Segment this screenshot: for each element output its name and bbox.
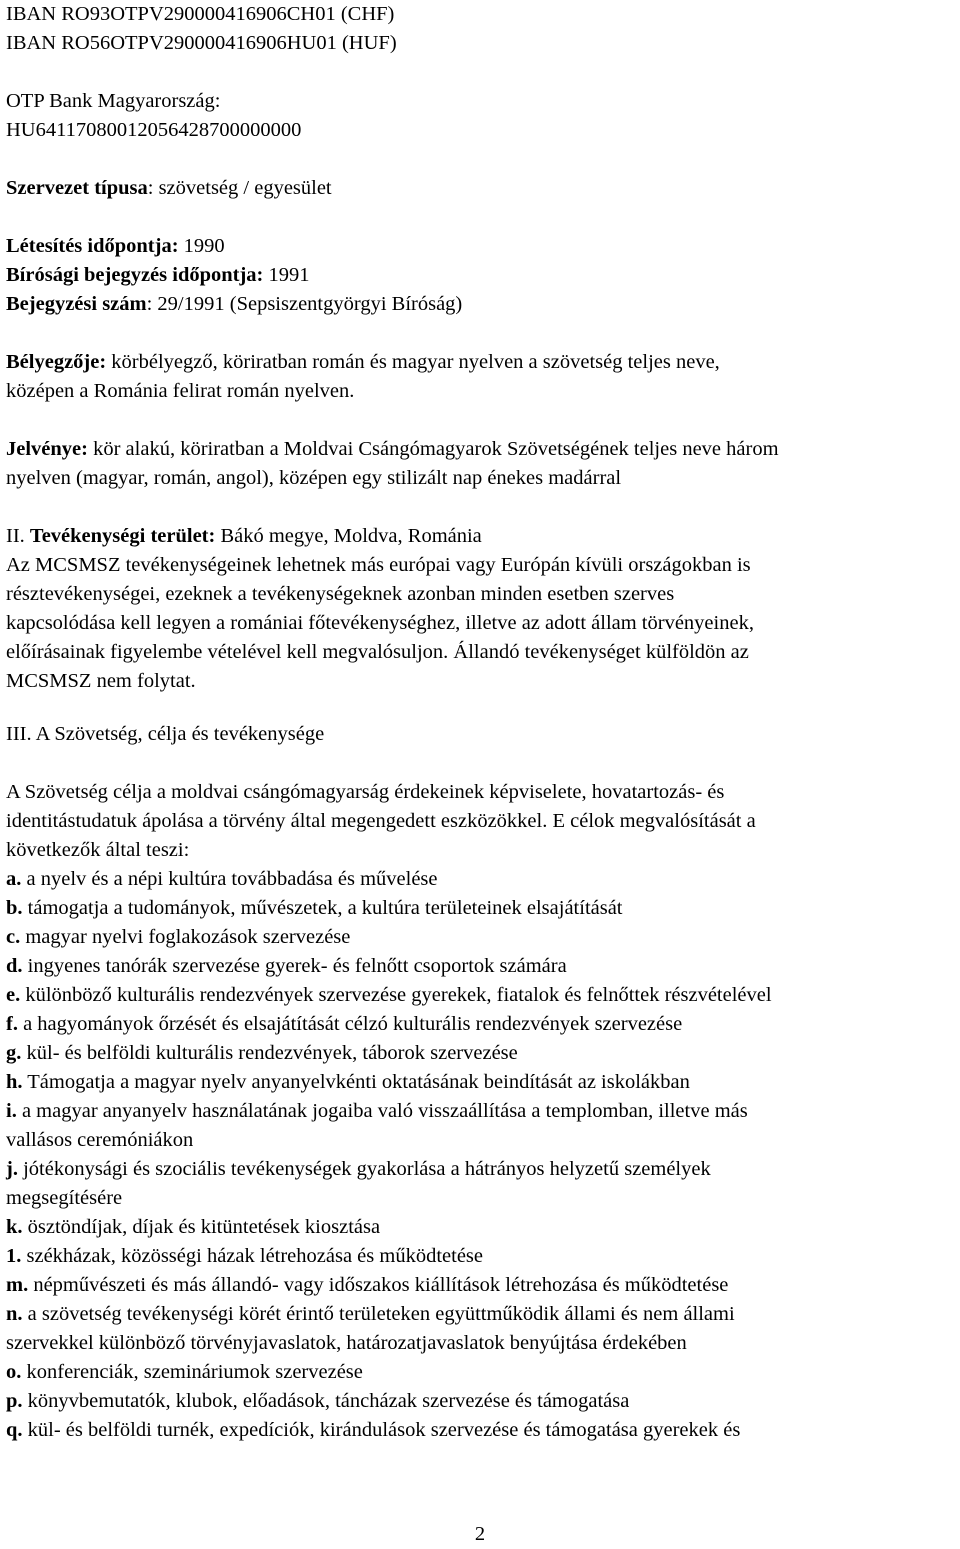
list-item-letter: j. [6, 1158, 18, 1180]
section-3-heading: III. A Szövetség, célja és tevékenysége [6, 723, 325, 745]
list-item-letter: m. [6, 1274, 29, 1296]
list-item [6, 1010, 954, 1039]
list-item-text: népművészeti és más állandó- vagy időszakos kiállítások létrehozása és működtetése [28, 1274, 729, 1296]
otp-hu-account: HU64117080012056428700000000 [6, 119, 302, 141]
list-item [6, 1039, 954, 1068]
list-item [6, 1184, 954, 1213]
registration-number-label: Bejegyzési szám [6, 293, 147, 315]
list-item-text: konferenciák, szemináriumok szervezése [21, 1361, 363, 1383]
section-2-prefix: II. [6, 525, 30, 547]
list-item-text: székházak, közösségi házak létrehozása és működtetése [21, 1245, 483, 1267]
list-item [6, 1329, 954, 1358]
page-number: 2 [474, 1523, 486, 1545]
list-item [6, 1097, 954, 1126]
founded-label: Létesítés időpontja: [6, 235, 179, 257]
list-item-text: a hagyományok őrzését és elsajátítását célzó kulturális rendezvények szervezése [17, 1013, 683, 1035]
court-date-value: 1991 [263, 264, 310, 286]
list-item-letter: d. [6, 955, 23, 977]
list-item-text: kül- és belföldi turnék, expedíciók, kirándulások szervezése és támogatása gyerekek és [22, 1419, 741, 1441]
list-item [6, 1300, 954, 1329]
org-type [6, 174, 954, 203]
list-item-text: jótékonysági és szociális tevékenységek gyakorlása a hátrányos helyzetű személyek [17, 1158, 711, 1180]
list-item-text: támogatja a tudományok, művészetek, a kultúra területeinek elsajátítását [22, 897, 623, 919]
stamp-label: Bélyegzője: [6, 351, 107, 373]
list-item-text: vallásos ceremóniákon [6, 1129, 194, 1151]
list-item [6, 894, 954, 923]
section-2-value: Bákó megye, Moldva, Románia [215, 525, 482, 547]
otp-hu-label: OTP Bank Magyarország: [6, 90, 221, 112]
list-item-letter: q. [6, 1419, 23, 1441]
badge-line-2: nyelven (magyar, román, angol), középen egy stilizált nap énekes madárral [6, 467, 622, 489]
stamp-text-1: körbélyegző, köriratban román és magyar nyelven a szövetség teljes neve, [106, 351, 720, 373]
list-item-text: kül- és belföldi kulturális rendezvények, táborok szervezése [21, 1042, 518, 1064]
list-item [6, 1387, 954, 1416]
registration-number-value: : 29/1991 (Sepsiszentgyörgyi Bíróság) [146, 293, 463, 315]
list-item-text: a magyar anyanyelv használatának jogaiba való visszaállítása a templomban, illetve más [16, 1100, 748, 1122]
list-item-text: a szövetség tevékenységi körét érintő területeken együttműködik állami és nem állami [22, 1303, 735, 1325]
list-item-letter: h. [6, 1071, 23, 1093]
section-2-line: kapcsolódása kell legyen a romániai főtevékenységhez, illetve az adott állam törvényeinek, [6, 612, 754, 634]
section-2-line: résztevékenységei, ezeknek a tevékenységeknek azonban minden esetben szerves [6, 583, 675, 605]
list-item-text: megsegítésére [6, 1187, 123, 1209]
list-item-letter: i. [6, 1100, 17, 1122]
list-item-text: ösztöndíjak, díjak és kitüntetések kiosztása [22, 1216, 381, 1238]
list-item [6, 1155, 954, 1184]
list-item [6, 1358, 954, 1387]
list-item [6, 1242, 954, 1271]
list-item-letter: e. [6, 984, 21, 1006]
list-item-letter: k. [6, 1216, 23, 1238]
registration-number [6, 290, 954, 319]
stamp-line-2: középen a Románia felirat román nyelven. [6, 380, 355, 402]
section-3-intro-line: A Szövetség célja a moldvai csángómagyarság érdekeinek képviselete, hovatartozás- és [6, 781, 725, 803]
iban-huf: IBAN RO56OTPV290000416906HU01 (HUF) [6, 32, 397, 54]
list-item-text: magyar nyelvi foglakozások szervezése [20, 926, 351, 948]
section-3 [6, 720, 954, 1445]
court-date [6, 261, 954, 290]
section-2-line: előírásainak figyelembe vételével kell megvalósuljon. Állandó tevékenységet külföldön az [6, 641, 749, 663]
list-item-letter: c. [6, 926, 21, 948]
section-3-intro-line: következők által teszi: [6, 839, 190, 861]
list-item [6, 1126, 954, 1155]
list-item [6, 1213, 954, 1242]
section-2-line: Az MCSMSZ tevékenységeinek lehetnek más európai vagy Európán kívüli országokban is [6, 554, 751, 576]
org-type-label: Szervezet típusa [6, 177, 148, 199]
list-item-text: szervekkel különböző törvényjavaslatok, határozatjavaslatok benyújtása érdekében [6, 1332, 687, 1354]
list-item-letter: n. [6, 1303, 23, 1325]
bank-details [6, 0, 954, 145]
list-item-letter: f. [6, 1013, 18, 1035]
founded [6, 232, 954, 261]
founded-value: 1990 [178, 235, 225, 257]
iban-chf: IBAN RO93OTPV290000416906CH01 (CHF) [6, 3, 395, 25]
section-2-heading [6, 522, 954, 551]
section-2 [6, 522, 954, 696]
list-item-text: könyvbemutatók, klubok, előadások, táncházak szervezése és támogatása [22, 1390, 630, 1412]
list-item-text: Támogatja a magyar nyelv anyanyelvkénti oktatásának beindítását az iskolákban [22, 1071, 690, 1093]
list-item-text: a nyelv és a népi kultúra továbbadása és művelése [21, 868, 438, 890]
list-item-text: különböző kulturális rendezvények szervezése gyerekek, fiatalok és felnőttek részvételével [20, 984, 772, 1006]
list-item-letter: g. [6, 1042, 22, 1064]
section-3-intro-line: identitástudatuk ápolása a törvény által megengedett eszközökkel. E célok megvalósítását a [6, 810, 756, 832]
section-2-label: Tevékenységi terület: [29, 525, 216, 547]
section-2-line: MCSMSZ nem folytat. [6, 670, 196, 692]
list-item [6, 981, 954, 1010]
list-item [6, 923, 954, 952]
org-type-value: : szövetség / egyesület [147, 177, 332, 199]
badge-text-1: kör alakú, köriratban a Moldvai Csángómagyarok Szövetségének teljes neve három [87, 438, 779, 460]
list-item-letter: o. [6, 1361, 22, 1383]
list-item [6, 952, 954, 981]
badge-label: Jelvénye: [6, 438, 88, 460]
list-item-letter: p. [6, 1390, 23, 1412]
list-item-letter: 1. [6, 1245, 22, 1267]
list-item-letter: a. [6, 868, 22, 890]
document-page [6, 0, 954, 1445]
list-item [6, 865, 954, 894]
list-item [6, 1068, 954, 1097]
list-item-text: ingyenes tanórák szervezése gyerek- és felnőtt csoportok számára [22, 955, 567, 977]
stamp-line-1 [6, 348, 954, 377]
list-item-letter: b. [6, 897, 23, 919]
list-item [6, 1416, 954, 1445]
list-item [6, 1271, 954, 1300]
badge-line-1 [6, 435, 954, 464]
court-date-label: Bírósági bejegyzés időpontja: [6, 264, 264, 286]
activity-list [6, 865, 954, 1445]
